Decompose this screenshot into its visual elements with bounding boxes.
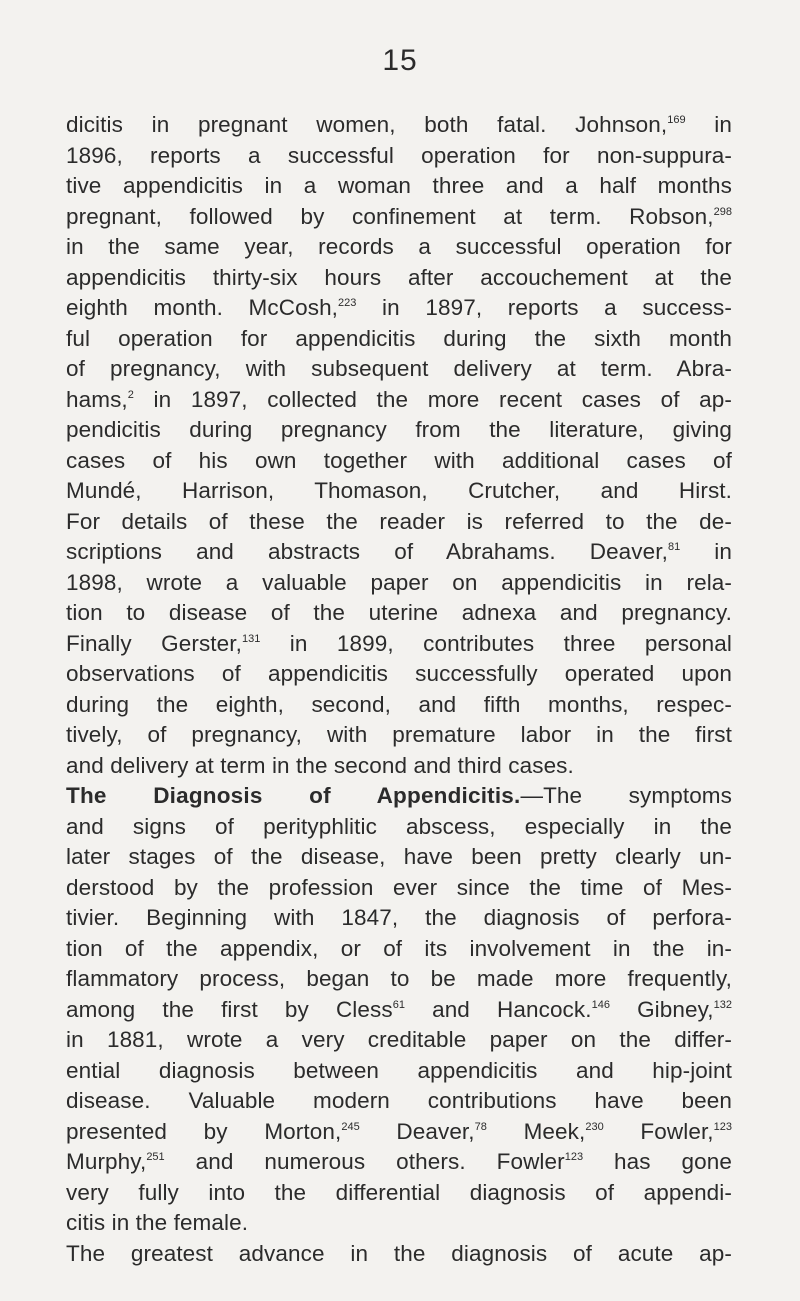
footnote-reference: 132 (713, 998, 732, 1011)
text-run: in 1899, contributes three personal (260, 630, 732, 656)
text-run: Finally Gerster, (66, 630, 242, 656)
text-run: observations of appendicitis successfully operated upon (66, 661, 732, 686)
footnote-reference: 230 (585, 1120, 604, 1133)
text-run: cases of his own together with additional cases of (66, 447, 732, 473)
text-run: in 1881, wrote a very creditable paper on the differ- (66, 1027, 732, 1052)
footnote-reference: 2 (127, 388, 134, 401)
text-run: presented by Morton, (66, 1118, 342, 1144)
text-line (66, 1025, 732, 1056)
text-line (66, 1178, 732, 1209)
text-line (66, 1056, 732, 1087)
footnote-reference: 81 (667, 541, 681, 553)
text-run: in 1897, reports a success- (356, 295, 732, 320)
text-run: The greatest advance in the diagnosis of acute ap- (66, 1240, 732, 1266)
text-run: pendicitis during pregnancy from the literature, giving (66, 417, 732, 442)
footnote-reference: 245 (341, 1120, 360, 1133)
body-text (66, 110, 732, 1269)
text-run: and Hancock. (404, 996, 592, 1022)
text-run: during the eighth, second, and fifth months, respec- (66, 691, 732, 717)
text-line (66, 873, 732, 904)
footnote-reference: 61 (392, 998, 405, 1011)
text-run: of pregnancy, with subsequent delivery at term. Abra- (66, 356, 732, 381)
text-line (66, 1208, 732, 1239)
text-line (66, 263, 732, 294)
text-line (66, 385, 732, 416)
text-line (66, 1086, 732, 1117)
text-run: ential diagnosis between appendicitis and hip-joint (66, 1057, 732, 1083)
text-run: flammatory process, began to be made more frequently, (66, 966, 732, 991)
text-line (66, 1239, 732, 1270)
text-run: —The symptoms (520, 783, 732, 808)
text-line (66, 995, 732, 1026)
text-run: and delivery at term in the second and third cases. (66, 752, 574, 778)
text-line (66, 476, 732, 507)
text-line (66, 415, 732, 446)
text-line (66, 934, 732, 965)
text-line (66, 781, 732, 812)
text-line (66, 1147, 732, 1178)
text-line (66, 1117, 732, 1148)
text-line (66, 324, 732, 355)
text-line (66, 141, 732, 172)
text-line (66, 507, 732, 538)
text-line (66, 842, 732, 873)
text-run: citis in the female. (66, 1210, 249, 1235)
footnote-reference: 123 (713, 1120, 733, 1133)
page-number: 15 (382, 44, 418, 77)
footnote-reference: 146 (591, 998, 610, 1011)
text-run: among the first by Cless (66, 996, 393, 1022)
text-run: Deaver, (359, 1118, 475, 1144)
text-line (66, 720, 732, 751)
text-line (66, 171, 732, 202)
text-line (66, 202, 732, 233)
text-line (66, 690, 732, 721)
text-run: disease. Valuable modern contributions have been (66, 1088, 732, 1113)
text-run: pregnant, followed by confinement at term. Robson, (66, 203, 714, 229)
text-run: derstood by the profession ever since the time of Mes- (66, 874, 732, 900)
text-run: 1896, reports a successful operation for non-suppura- (66, 142, 732, 168)
text-line (66, 110, 732, 141)
text-run: Fowler, (603, 1118, 714, 1144)
footnote-reference: 78 (474, 1120, 487, 1133)
text-line (66, 629, 732, 660)
text-run: in (680, 539, 732, 564)
text-run: Murphy, (66, 1149, 147, 1174)
footnote-reference: 251 (146, 1151, 165, 1163)
text-run: ful operation for appendicitis during the sixth month (66, 325, 732, 351)
text-run: tively, of pregnancy, with premature labor in the first (66, 722, 732, 747)
text-run: has gone (583, 1149, 733, 1174)
text-line (66, 354, 732, 385)
text-line (66, 568, 732, 599)
text-line (66, 446, 732, 477)
text-run: tive appendicitis in a woman three and a half months (66, 173, 732, 198)
text-run: in 1897, collected the more recent cases of ap- (133, 386, 732, 412)
section-heading: The Diagnosis of Appendicitis. (66, 783, 521, 808)
text-run: 1898, wrote a valuable paper on appendicitis in rela- (66, 569, 732, 595)
text-run: and numerous others. Fowler (164, 1149, 565, 1174)
text-run: later stages of the disease, have been pretty clearly un- (66, 844, 732, 869)
text-run: tivier. Beginning with 1847, the diagnosis of perfora- (66, 905, 732, 930)
footnote-reference: 123 (564, 1151, 584, 1163)
text-run: very fully into the differential diagnosis of appendi- (66, 1179, 732, 1205)
text-run: Gibney, (609, 996, 714, 1022)
text-run: hams, (66, 386, 128, 412)
text-run: Meek, (486, 1118, 586, 1144)
text-run: in the same year, records a successful operation for (66, 234, 732, 259)
text-line (66, 751, 732, 782)
footnote-reference: 223 (338, 297, 357, 309)
footnote-reference: 169 (667, 114, 686, 126)
footnote-reference: 131 (241, 632, 261, 645)
text-line (66, 812, 732, 843)
text-run: eighth month. McCosh, (66, 295, 339, 320)
text-run: in (685, 112, 732, 137)
text-run: scriptions and abstracts of Abrahams. Deaver, (66, 539, 668, 564)
text-run: Mundé, Harrison, Thomason, Crutcher, and Hirst. (66, 478, 732, 503)
text-run: dicitis in pregnant women, both fatal. Johnson, (66, 112, 668, 137)
text-line (66, 598, 732, 629)
text-run: and signs of perityphlitic abscess, especially in the (66, 813, 732, 839)
text-line (66, 293, 732, 324)
text-run: For details of these the reader is referred to the de- (66, 508, 732, 534)
text-run: tion to disease of the uterine adnexa and pregnancy. (66, 600, 732, 625)
text-line (66, 537, 732, 568)
footnote-reference: 298 (713, 205, 732, 218)
text-run: appendicitis thirty-six hours after accouchement at the (66, 264, 732, 290)
text-run: tion of the appendix, or of its involvement in the in- (66, 935, 732, 961)
text-line (66, 232, 732, 263)
text-line (66, 659, 732, 690)
text-line (66, 903, 732, 934)
text-line (66, 964, 732, 995)
